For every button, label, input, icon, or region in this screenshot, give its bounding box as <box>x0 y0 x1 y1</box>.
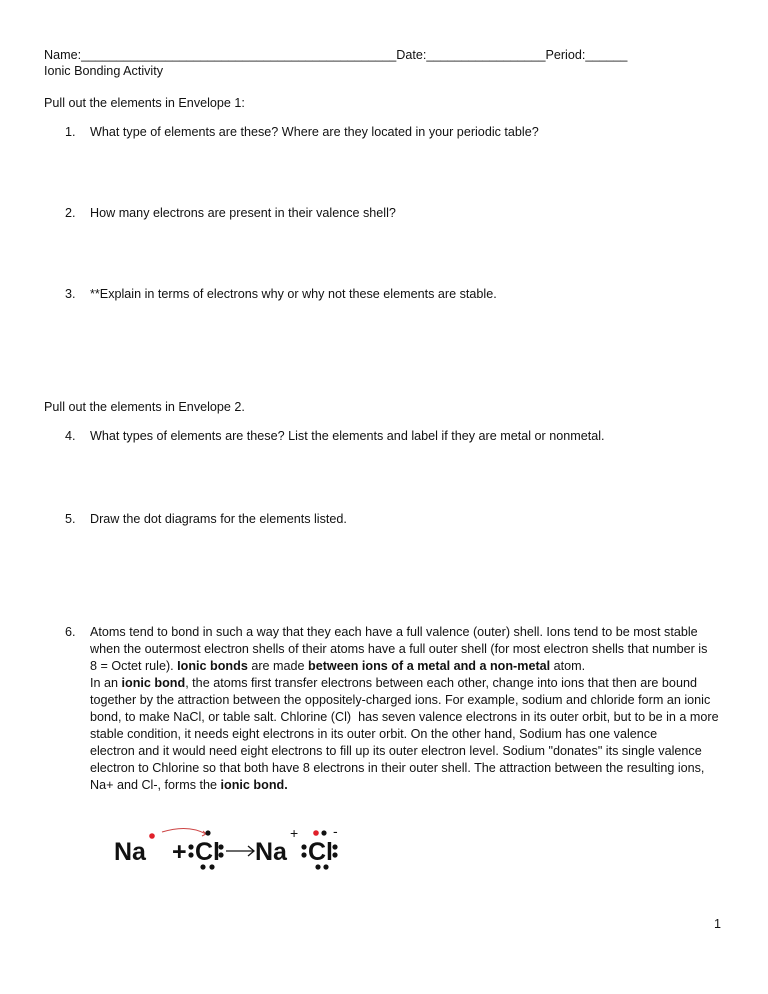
question-text: How many electrons are present in their valence shell? <box>90 206 396 220</box>
bold-term: between ions of a metal and a non-metal <box>308 659 551 673</box>
chloride-ion-symbol: Cl <box>308 838 333 866</box>
bold-term: ionic bond <box>121 676 186 690</box>
question-number: 3. <box>65 287 76 301</box>
worksheet-title: Ionic Bonding Activity <box>44 64 164 78</box>
paragraph-line <box>90 726 730 743</box>
text-segment: together by the attraction between the oppositely-charged ions. For example, sodium and chloride form an ionic <box>90 693 711 707</box>
transferred-electron <box>313 830 319 836</box>
text-segment: , the atoms first transfer electrons between each other, change into ions that then are bound <box>185 676 697 690</box>
text-segment: are made <box>247 659 309 673</box>
question-5 <box>65 511 347 527</box>
question-text: **Explain in terms of electrons why or why not these elements are stable. <box>90 287 497 301</box>
electron-transfer-arrow <box>162 828 206 834</box>
question-number: 2. <box>65 206 76 220</box>
ionic-bond-diagram <box>108 822 358 885</box>
chloride-ion-charge: - <box>333 823 338 839</box>
sodium-ion-charge: + <box>290 825 299 841</box>
name-date-period-line: Name:_____________________________________________Date:_________________Period:______ <box>44 48 628 62</box>
question-text: What types of elements are these? List the elements and label if they are metal or nonmetal. <box>90 429 605 443</box>
question-number: 4. <box>65 429 76 443</box>
question-4 <box>65 428 605 444</box>
paragraph-line <box>90 777 730 794</box>
text-segment: electron to Chlorine so that both have 8 electrons in their outer shell. The attraction between the resulting ions, <box>90 761 705 775</box>
question-3 <box>65 286 497 302</box>
question-6-number: 6. <box>65 625 76 639</box>
paragraph-line <box>90 658 730 675</box>
question-1 <box>65 124 539 140</box>
sodium-ion-symbol: Na <box>255 838 287 866</box>
question-number: 5. <box>65 512 76 526</box>
text-segment: stable condition, it needs eight electrons in its outer orbit. On the other hand, Sodium has one valence <box>90 727 658 741</box>
bold-term: Ionic bonds <box>177 659 248 673</box>
text-segment: atom. <box>550 659 586 673</box>
text-segment: In an <box>90 676 122 690</box>
text-segment: 8 = Octet rule). <box>90 659 178 673</box>
paragraph-line <box>90 760 730 777</box>
plus-sign: + <box>172 838 187 866</box>
sodium-valence-electron <box>149 833 155 839</box>
question-text: What type of elements are these? Where are they located in your periodic table? <box>90 125 539 139</box>
text-segment: electron and it would need eight electrons to fill up its outer electron level. Sodium "donates" its single valence <box>90 744 702 758</box>
paragraph-line <box>90 624 730 641</box>
page-number: 1 <box>714 917 722 931</box>
paragraph-line <box>90 743 730 760</box>
chlorine-symbol: Cl <box>195 838 220 866</box>
text-segment: Atoms tend to bond in such a way that they each have a full valence (outer) shell. Ions tend to be most stable <box>90 625 698 639</box>
text-segment: bond, to make NaCl, or table salt. Chlorine (Cl) has seven valence electrons in its outer orbit, but to be in a more <box>90 710 719 724</box>
sodium-symbol: Na <box>114 838 146 866</box>
question-6-paragraph <box>90 624 730 794</box>
bold-term: ionic bond. <box>220 778 288 792</box>
text-segment: when the outermost electron shells of their atoms have a full outer shell (for most electron shells that number is <box>90 642 708 656</box>
question-text: Draw the dot diagrams for the elements listed. <box>90 512 347 526</box>
paragraph-line <box>90 709 730 726</box>
question-2 <box>65 205 396 221</box>
section2-intro: Pull out the elements in Envelope 2. <box>44 400 245 414</box>
question-number: 1. <box>65 125 76 139</box>
paragraph-line <box>90 675 730 692</box>
paragraph-line <box>90 692 730 709</box>
text-segment: Na+ and Cl-, forms the <box>90 778 221 792</box>
paragraph-line <box>90 641 730 658</box>
section1-intro: Pull out the elements in Envelope 1: <box>44 96 245 110</box>
